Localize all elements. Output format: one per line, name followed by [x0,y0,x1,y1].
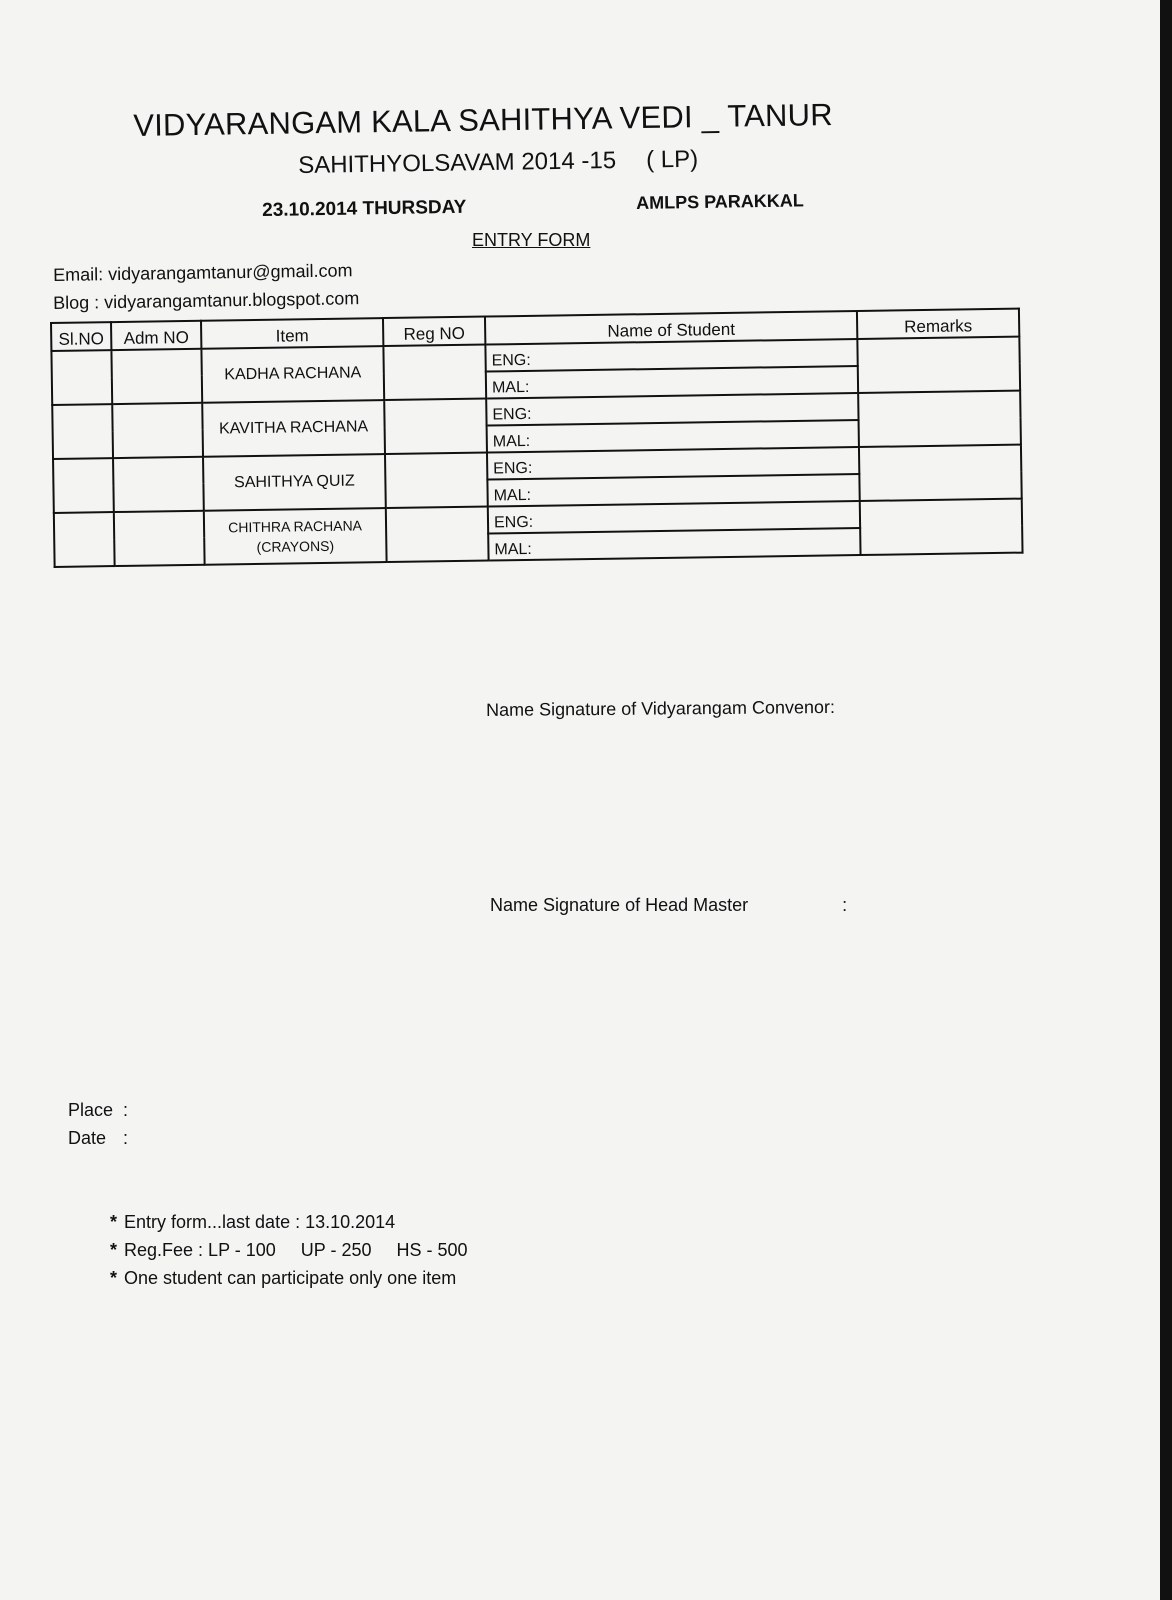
sl-no-cell[interactable] [52,404,113,459]
head-master-colon: : [842,895,848,915]
place-label: Place [68,1100,114,1120]
event-date: 23.10.2014 THURSDAY [262,196,467,221]
place-colon: : [123,1100,129,1120]
item-name: KAVITHA RACHANA [218,418,369,438]
student-name-eng[interactable]: ENG: [488,501,860,534]
head-master-signature [490,895,847,916]
asterisk-icon: * [110,1268,118,1288]
note-text: Reg.Fee : LP - 100 UP - 250 HS - 500 [124,1240,468,1260]
item-name: KADHA RACHANA [224,364,362,384]
column-header-reg-no: Reg NO [383,317,485,347]
student-name-mal[interactable]: MAL: [487,474,859,507]
reg-no-cell[interactable] [384,399,487,455]
form-heading: ENTRY FORM [472,230,591,250]
adm-no-cell[interactable] [112,403,203,458]
column-header-adm-no: Adm NO [111,321,201,350]
event-venue: AMLPS PARAKKAL [636,190,804,213]
page-subtitle [298,146,698,180]
item-cell [204,508,387,565]
column-header-sl-no: Sl.NO [51,322,111,351]
student-name-mal[interactable]: MAL: [488,528,860,561]
student-name-eng[interactable]: ENG: [485,339,857,372]
asterisk-icon: * [110,1240,118,1260]
contact-email: Email: vidyarangamtanur@gmail.com [53,260,353,285]
student-name-mal[interactable]: MAL: [487,420,859,453]
item-name-note: (CRAYONS) [256,537,335,555]
item-cell [202,400,385,457]
note-text: Entry form...last date : 13.10.2014 [124,1212,396,1232]
note-text: One student can participate only one item [124,1268,457,1288]
remarks-cell[interactable] [858,391,1021,447]
sl-no-cell[interactable] [51,350,112,405]
adm-no-cell[interactable] [113,457,204,512]
item-cell [201,346,384,403]
head-master-signature-label: Name Signature of Head Master [490,895,749,915]
remarks-cell[interactable] [857,337,1020,393]
adm-no-cell[interactable] [111,349,202,404]
reg-no-cell[interactable] [386,507,489,563]
scan-edge [1160,0,1172,1600]
column-header-remarks: Remarks [857,309,1019,339]
reg-no-cell[interactable] [383,345,486,401]
reg-no-cell[interactable] [385,453,488,509]
entry-table-wrapper [50,308,1024,568]
student-name-eng[interactable]: ENG: [487,447,859,480]
note-item [110,1212,395,1233]
note-item [110,1268,456,1289]
date-field [68,1128,128,1149]
remarks-cell[interactable] [860,499,1023,555]
subtitle-text: SAHITHYOLSAVAM 2014 -15 [298,147,617,179]
sl-no-cell[interactable] [54,512,115,567]
item-name: SAHITHYA QUIZ [233,472,355,492]
column-header-item: Item [201,318,383,349]
contact-blog: Blog : vidyarangamtanur.blogspot.com [53,288,360,313]
student-name-mal[interactable]: MAL: [486,366,858,399]
item-cell [203,454,386,511]
place-field [68,1100,128,1121]
convenor-signature-label: Name Signature of Vidyarangam Convenor: [486,696,836,720]
student-name-eng[interactable]: ENG: [486,393,858,426]
date-label: Date [68,1128,107,1148]
sl-no-cell[interactable] [53,458,114,513]
column-header-name: Name of Student [485,311,857,345]
subtitle-level: ( LP) [645,145,699,174]
page-title: VIDYARANGAM KALA SAHITHYA VEDI _ TANUR [133,97,834,143]
item-name: CHITHRA RACHANA [228,517,363,536]
date-colon: : [123,1128,129,1148]
entry-table [50,308,1024,568]
adm-no-cell[interactable] [114,511,205,566]
note-item [110,1240,468,1261]
remarks-cell[interactable] [859,445,1022,501]
asterisk-icon: * [110,1212,118,1232]
